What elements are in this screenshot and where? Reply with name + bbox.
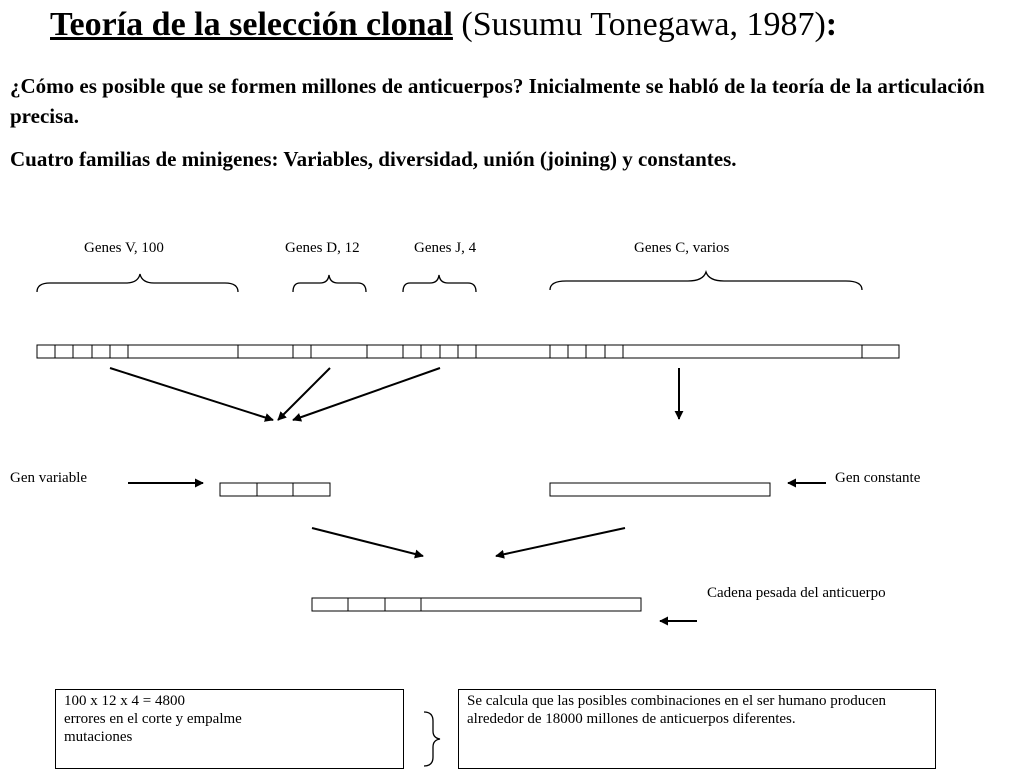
estimate-note bbox=[458, 689, 936, 769]
brace-v bbox=[37, 274, 238, 292]
label-gen-variable: Gen variable bbox=[10, 470, 88, 486]
diagram-arrows bbox=[110, 368, 826, 621]
brace-d bbox=[293, 275, 366, 292]
label-genes-v: Genes V, 100 bbox=[84, 240, 164, 256]
note-estimate-text: Se calcula que las posibles combinaciones en el ser humano producen alrededor de 18000 millones de anticuerpos diferentes. bbox=[467, 693, 887, 727]
label-genes-j: Genes J, 4 bbox=[414, 240, 477, 256]
arrow-v-to-variable bbox=[110, 368, 273, 420]
variable-gene-bar bbox=[220, 483, 330, 496]
constant-gene-bar bbox=[550, 483, 770, 496]
label-gen-constante: Gen constante bbox=[835, 470, 921, 486]
brace-j bbox=[403, 275, 476, 292]
label-genes-c: Genes C, varios bbox=[634, 240, 730, 256]
arrow-d-to-variable bbox=[278, 368, 330, 420]
arrow-j-to-variable bbox=[293, 368, 440, 420]
intro-question: ¿Cómo es posible que se formen millones de anticuerpos? Inicialmente se habló de la teoría de la articulación precisa. bbox=[10, 74, 985, 128]
gene-braces bbox=[37, 272, 862, 292]
germline-dna-bar bbox=[37, 345, 899, 358]
note-line-mutations: mutaciones bbox=[64, 729, 133, 745]
brace-c bbox=[550, 272, 862, 290]
heavy-chain-bar bbox=[312, 598, 641, 611]
note-line-errors: errores en el corte y empalme bbox=[64, 711, 242, 727]
combinations-note bbox=[55, 689, 404, 769]
title-colon: : bbox=[825, 6, 838, 43]
title-sub: (Susumu Tonegawa, 1987) bbox=[452, 6, 826, 43]
intro-families: Cuatro familias de minigenes: Variables, diversidad, unión (joining) y constantes. bbox=[10, 147, 737, 171]
note-line-calculation: 100 x 12 x 4 = 4800 bbox=[64, 693, 185, 709]
label-genes-d: Genes D, 12 bbox=[285, 240, 360, 256]
arrow-constant-to-chain bbox=[496, 528, 625, 556]
arrow-variable-to-chain bbox=[312, 528, 423, 556]
title-main: Teoría de la selección clonal bbox=[50, 6, 453, 43]
label-heavy-chain: Cadena pesada del anticuerpo bbox=[707, 585, 886, 601]
notes-brace bbox=[424, 712, 440, 766]
